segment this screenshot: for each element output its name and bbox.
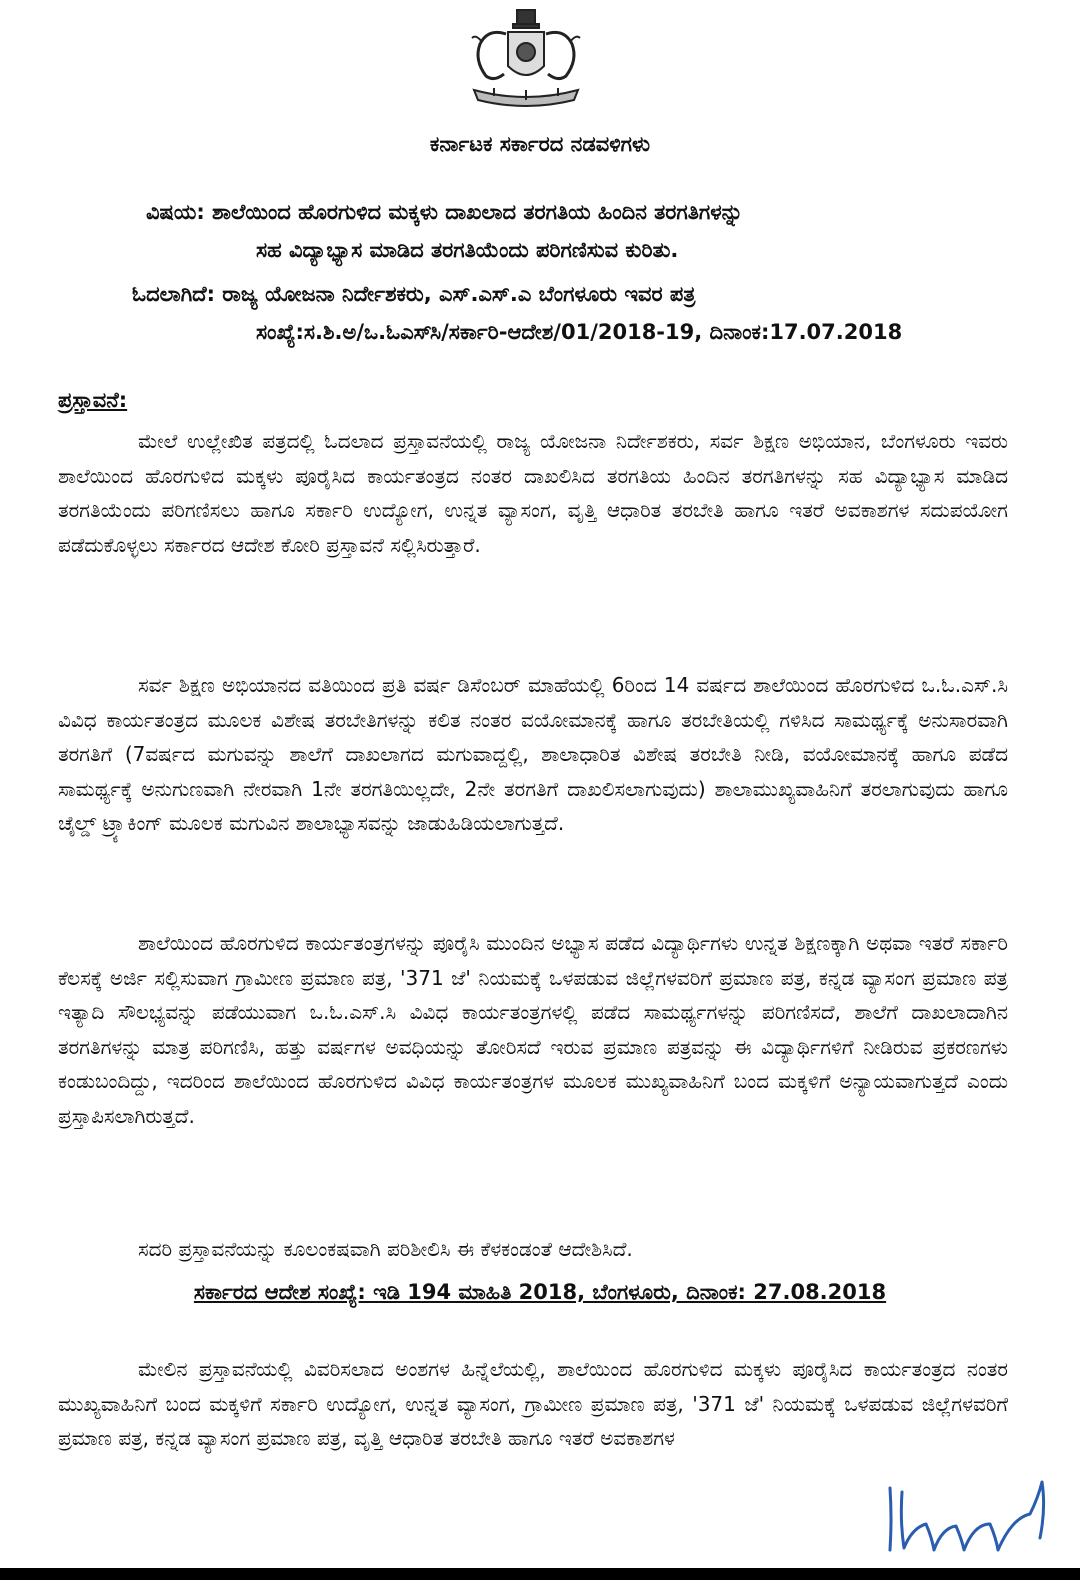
reference-line-1: ಓದಲಾಗಿದೆ: ರಾಜ್ಯ ಯೋಜನಾ ನಿರ್ದೇಶಕರು, ಎಸ್.ಎಸ್.ಎ ಬೆಂಗಳೂರು ಇವರ ಪತ್ರ [132,282,696,306]
handwritten-signature-icon [872,1458,1072,1562]
preamble-heading: ಪ್ರಸ್ತಾವನೆ: [58,388,128,412]
paragraph-4: ಸದರಿ ಪ್ರಸ್ತಾವನೆಯನ್ನು ಕೂಲಂಕಷವಾಗಿ ಪರಿಶೀಲಿಸಿ ಈ ಕೆಳಕಂಡಂತೆ ಆದೇಶಿಸಿದೆ. [138,1237,633,1261]
department-title: ಕರ್ನಾಟಕ ಸರ್ಕಾರದ ನಡವಳಿಗಳು [429,132,651,156]
paragraph-2: ಸರ್ವ ಶಿಕ್ಷಣ ಅಭಿಯಾನದ ವತಿಯಿಂದ ಪ್ರತಿ ವರ್ಷ ಡಿಸೆಂಬರ್ ಮಾಹೆಯಲ್ಲಿ 6ರಿಂದ 14 ವರ್ಷದ ಶಾಲೆಯಿಂದ ಹೊರಗುಳಿದ ಒ.ಓ.ಎಸ್.ಸಿ ವಿವಿಧ ಕಾರ್ಯತಂತ್ರದ ಮೂಲಕ ವಿಶೇಷ ತರಬೇತಿಗಳನ್ನು ಕಲಿತ ನಂತರ ವಯೋಮಾನಕ್ಕೆ ಹಾಗೂ ತರಬೇತಿಯಲ್ಲಿ ಗಳಿಸಿದ ಸಾಮರ್ಥ್ಯಕ್ಕೆ ಅನುಸಾರವಾಗಿ ತರಗತಿಗೆ (7ವರ್ಷದ ಮಗುವನ್ನು ಶಾಲೆಗೆ ದಾಖಲಾಗದ ಮಗುವಾದ್ದಲ್ಲಿ, ಶಾಲಾಧಾರಿತ ವಿಶೇಷ ತರಬೇತಿ ನೀಡಿ, ವಯೋಮಾನಕ್ಕೆ ಹಾಗೂ ಪಡೆದ ಸಾಮರ್ಥ್ಯಕ್ಕೆ ಅನುಗುಣವಾಗಿ ನೇರವಾಗಿ 1ನೇ ತರಗತಿಯಿಲ್ಲದೇ, 2ನೇ ತರಗತಿಗೆ ದಾಖಲಿಸಲಾಗುವುದು) ಶಾಲಾಮುಖ್ಯವಾಹಿನಿಗೆ ತರಲಾಗುವುದು ಹಾಗೂ ಚೈಲ್ಡ್ ಟ್ರ್ಯಾಕಿಂಗ್ ಮೂಲಕ ಮಗುವಿನ ಶಾಲಾಭ್ಯಾಸವನ್ನು ಜಾಡುಹಿಡಿಯಲಾಗುತ್ತದೆ. [58,673,1008,836]
page-bottom-border [0,1568,1080,1580]
subject-line-2: ಸಹ ವಿದ್ಯಾಭ್ಯಾಸ ಮಾಡಿದ ತರಗತಿಯೆಂದು ಪರಿಗಣಿಸುವ ಕುರಿತು. [256,238,679,262]
order-heading-text: ಸರ್ಕಾರದ ಆದೇಶ ಸಂಖ್ಯೆ: ಇಡಿ 194 ಮಾಹಿತಿ 2018, ಬೆಂಗಳೂರು, ದಿನಾಂಕ: 27.08.2018 [193,1280,887,1304]
paragraph-1: ಮೇಲೆ ಉಲ್ಲೇಖಿತ ಪತ್ರದಲ್ಲಿ ಓದಲಾದ ಪ್ರಸ್ತಾವನೆಯಲ್ಲಿ ರಾಜ್ಯ ಯೋಜನಾ ನಿರ್ದೇಶಕರು, ಸರ್ವ ಶಿಕ್ಷಣ ಅಭಿಯಾನ, ಬೆಂಗಳೂರು ಇವರು ಶಾಲೆಯಿಂದ ಹೊರಗುಳಿದ ಮಕ್ಕಳು ಪೂರೈಸಿದ ಕಾರ್ಯತಂತ್ರದ ನಂತರ ದಾಖಲಿಸಿದ ತರಗತಿಯ ಹಿಂದಿನ ತರಗತಿಗಳನ್ನು ಸಹ ವಿದ್ಯಾಭ್ಯಾಸ ಮಾಡಿದ ತರಗತಿಯೆಂದು ಪರಿಗಣಿಸಲು ಹಾಗೂ ಸರ್ಕಾರಿ ಉದ್ಯೋಗ, ಉನ್ನತ ವ್ಯಾಸಂಗ, ವೃತ್ತಿ ಆಧಾರಿತ ತರಬೇತಿ ಹಾಗೂ ಇತರೆ ಅವಕಾಶಗಳ ಸದುಪಯೋಗ ಪಡೆದುಕೊಳ್ಳಲು ಸರ್ಕಾರದ ಆದೇಶ ಕೋರಿ ಪ್ರಸ್ತಾವನೆ ಸಲ್ಲಿಸಿರುತ್ತಾರೆ. [58,429,1008,557]
subject-line-1: ವಿಷಯ: ಶಾಲೆಯಿಂದ ಹೊರಗುಳಿದ ಮಕ್ಕಳು ದಾಖಲಾದ ತರಗತಿಯ ಹಿಂದಿನ ತರಗತಿಗಳನ್ನು [146,200,743,224]
order-paragraph: ಮೇಲಿನ ಪ್ರಸ್ತಾವನೆಯಲ್ಲಿ ವಿವರಿಸಲಾದ ಅಂಶಗಳ ಹಿನ್ನೆಲೆಯಲ್ಲಿ, ಶಾಲೆಯಿಂದ ಹೊರಗುಳಿದ ಮಕ್ಕಳು ಪೂರೈಸಿದ ಕಾರ್ಯತಂತ್ರದ ನಂತರ ಮುಖ್ಯವಾಹಿನಿಗೆ ಬಂದ ಮಕ್ಕಳಿಗೆ ಸರ್ಕಾರಿ ಉದ್ಯೋಗ, ಉನ್ನತ ವ್ಯಾಸಂಗ, ಗ್ರಾಮೀಣ ಪ್ರಮಾಣ ಪತ್ರ, '371 ಜೆ' ನಿಯಮಕ್ಕೆ ಒಳಪಡುವ ಜಿಲ್ಲೆಗಳವರಿಗೆ ಪ್ರಮಾಣ ಪತ್ರ, ಕನ್ನಡ ವ್ಯಾಸಂಗ ಪ್ರಮಾಣ ಪತ್ರ, ವೃತ್ತಿ ಆಧಾರಿತ ತರಬೇತಿ ಹಾಗೂ ಇತರೆ ಅವಕಾಶಗಳ [58,1357,1008,1451]
reference-line-2: ಸಂಖ್ಯೆ:ಸ.ಶಿ.ಅ/ಒ.ಓಎಸ್‍ಸಿ/ಸರ್ಕಾರಿ-ಆದೇಶ/01/2018-19, ದಿನಾಂಕ:17.07.2018 [256,320,903,344]
karnataka-emblem-icon [460,4,592,116]
paragraph-3: ಶಾಲೆಯಿಂದ ಹೊರಗುಳಿದ ಕಾರ್ಯತಂತ್ರಗಳನ್ನು ಪೂರೈಸಿ ಮುಂದಿನ ಅಭ್ಯಾಸ ಪಡೆದ ವಿದ್ಯಾರ್ಥಿಗಳು ಉನ್ನತ ಶಿಕ್ಷಣಕ್ಕಾಗಿ ಅಥವಾ ಇತರೆ ಸರ್ಕಾರಿ ಕೆಲಸಕ್ಕೆ ಅರ್ಜಿ ಸಲ್ಲಿಸುವಾಗ ಗ್ರಾಮೀಣ ಪ್ರಮಾಣ ಪತ್ರ, '371 ಜೆ' ನಿಯಮಕ್ಕೆ ಒಳಪಡುವ ಜಿಲ್ಲೆಗಳವರಿಗೆ ಪ್ರಮಾಣ ಪತ್ರ, ಕನ್ನಡ ವ್ಯಾಸಂಗ ಪ್ರಮಾಣ ಪತ್ರ ಇತ್ಯಾದಿ ಸೌಲಭ್ಯವನ್ನು ಪಡೆಯುವಾಗ ಒ.ಓ.ಎಸ್.ಸಿ ವಿವಿಧ ಕಾರ್ಯತಂತ್ರಗಳಲ್ಲಿ ಪಡೆದ ಸಾಮರ್ಥ್ಯಗಳನ್ನು ಪರಿಗಣಿಸದೆ, ಶಾಲೆಗೆ ದಾಖಲಾದಾಗಿನ ತರಗತಿಗಳನ್ನು ಮಾತ್ರ ಪರಿಗಣಿಸಿ, ಹತ್ತು ವರ್ಷಗಳ ಅವಧಿಯನ್ನು ತೋರಿಸದೆ ಇರುವ ಪ್ರಮಾಣ ಪತ್ರವನ್ನು ಈ ವಿದ್ಯಾರ್ಥಿಗಳಿಗೆ ನೀಡಿರುವ ಪ್ರಕರಣಗಳು ಕಂಡುಬಂದಿದ್ದು, ಇದರಿಂದ ಶಾಲೆಯಿಂದ ಹೊರಗುಳಿದ ವಿವಿಧ ಕಾರ್ಯತಂತ್ರಗಳ ಮೂಲಕ ಮುಖ್ಯವಾಹಿನಿಗೆ ಬಂದ ಮಕ್ಕಳಿಗೆ ಅನ್ಯಾಯವಾಗುತ್ತದೆ ಎಂದು ಪ್ರಸ್ತಾಪಿಸಲಾಗಿರುತ್ತದೆ. [58,931,1008,1128]
order-heading [0,1280,1080,1305]
